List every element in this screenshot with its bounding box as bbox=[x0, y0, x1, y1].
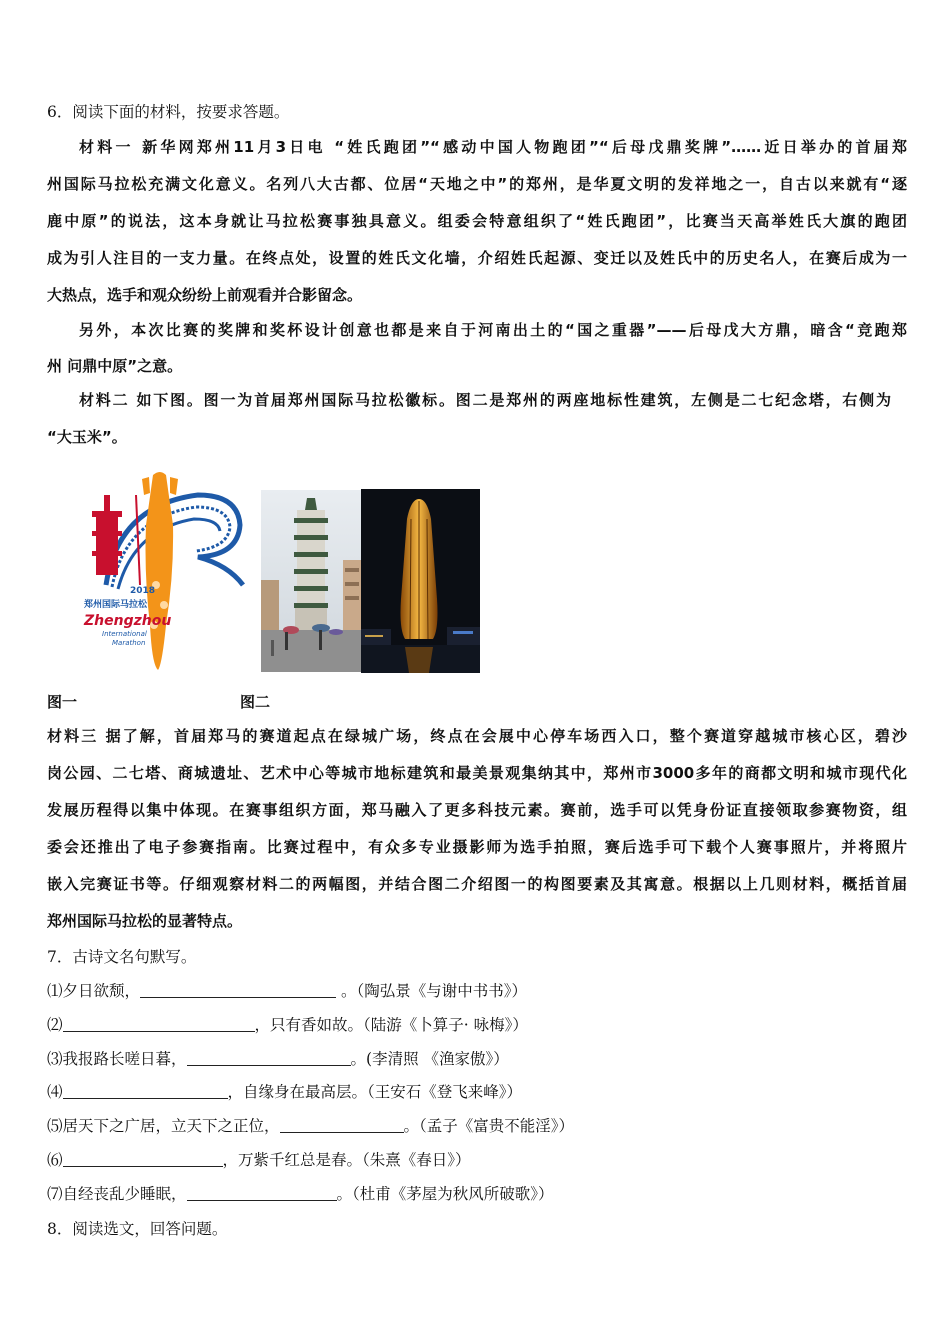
answer-blank[interactable] bbox=[187, 1185, 337, 1201]
answer-blank[interactable] bbox=[280, 1117, 404, 1133]
poem-item bbox=[47, 1015, 907, 1035]
poem-item bbox=[47, 1082, 907, 1102]
material-1b-line: 另外，本次比赛的奖牌和奖杯设计创意也都是来自于河南出土的“国之重器”——后母戊大方鼎，暗含“竞跑郑 bbox=[79, 321, 907, 339]
poem-item-suffix: 。(李清照 《渔家傲》） bbox=[350, 1050, 509, 1068]
material-3-line: 材料三 据了解，首届郑马的赛道起点在绿城广场，终点在会展中心停车场西入口，整个赛道穿越城市核心区，碧沙 bbox=[47, 727, 907, 745]
poem-item-suffix: 。（陶弘景《与谢中书书》） bbox=[336, 982, 527, 1000]
material-3-line: 发展历程得以集中体现。在赛事组织方面，郑马融入了更多科技元素。赛前，选手可以凭身份证直接领取参赛物资，组 bbox=[47, 801, 907, 819]
material-2-line: 材料二 如下图。图一为首届郑州国际马拉松徽标。图二是郑州的两座地标性建筑，左侧是二七纪念塔，右侧为 bbox=[79, 391, 891, 409]
erqi-tower-graphic bbox=[261, 490, 361, 672]
poem-item-suffix: ，自缘身在最高层。（王安石《登飞来峰》） bbox=[227, 1083, 523, 1101]
material-1-line: 大热点，选手和观众纷纷上前观看并合影留念。 bbox=[47, 286, 363, 304]
figure-1-caption: 图一 bbox=[47, 693, 78, 711]
material-3-line: 嵌入完赛证书等。仔细观察材料二的两幅图，并结合图二介绍图一的构图要素及其寓意。根据以上几则材料，概括首届 bbox=[47, 875, 907, 893]
poem-item bbox=[47, 1116, 907, 1136]
marathon-logo-graphic bbox=[78, 465, 248, 675]
poem-item bbox=[47, 1049, 907, 1069]
poem-item-prefix: ⑸居天下之广居，立天下之正位， bbox=[47, 1117, 280, 1135]
poem-item-suffix: ，只有香如故。（陆游《卜算子· 咏梅》） bbox=[254, 1016, 528, 1034]
logo-en-name: Zhengzhou bbox=[84, 613, 172, 629]
poem-item-suffix: ，万紫千红总是春。（朱熹《春日》） bbox=[222, 1151, 471, 1169]
question-6-heading: 6．阅读下面的材料，按要求答题。 bbox=[47, 103, 290, 121]
poem-item bbox=[47, 1184, 907, 1204]
material-1-line: 成为引人注目的一支力量。在终点处，设置的姓氏文化墙，介绍姓氏起源、变迁以及姓氏中的历史名人，在赛后成为一 bbox=[47, 249, 907, 267]
material-1b-line: 州 问鼎中原”之意。 bbox=[47, 357, 183, 375]
poem-item bbox=[47, 981, 907, 1001]
poem-item-suffix: 。（杜甫《茅屋为秋风所破歌》） bbox=[336, 1185, 554, 1203]
poem-item-suffix: 。（孟子《富贵不能淫》） bbox=[403, 1117, 575, 1135]
marathon-logo-figure bbox=[78, 465, 248, 675]
poem-item-prefix: ⑷ bbox=[47, 1083, 63, 1101]
question-8-heading: 8．阅读选文，回答问题。 bbox=[47, 1220, 228, 1238]
material-3-line: 委会还推出了电子参赛指南。比赛过程中，有众多专业摄影师为选手拍照，赛后选手可下载个人赛事照片，并将照片 bbox=[47, 838, 907, 856]
figure-2-caption: 图二 bbox=[240, 693, 271, 711]
big-corn-graphic bbox=[361, 489, 480, 673]
poem-item bbox=[47, 1150, 907, 1170]
poem-item-prefix: ⑹ bbox=[47, 1151, 63, 1169]
material-1-line: 材料一 新华网郑州11月3日电 “姓氏跑团”“感动中国人物跑团”“后母戊鼎奖牌”……近日举办的首届郑 bbox=[79, 138, 907, 156]
answer-blank[interactable] bbox=[140, 982, 336, 998]
logo-cn-name: 郑州国际马拉松 bbox=[84, 600, 148, 610]
poem-item-prefix: ⑶我报路长嗟日暮， bbox=[47, 1050, 187, 1068]
answer-blank[interactable] bbox=[63, 1083, 228, 1099]
logo-en-sub2: Marathon bbox=[112, 639, 146, 647]
material-3-line: 岗公园、二七塔、商城遗址、艺术中心等城市地标建筑和最美景观集纳其中，郑州市3000多年的商都文明和城市现代化 bbox=[47, 764, 907, 782]
logo-en-sub1: International bbox=[102, 630, 147, 638]
poem-item-prefix: ⑺自经丧乱少睡眠， bbox=[47, 1185, 187, 1203]
big-corn-tower-photo bbox=[361, 489, 480, 673]
material-1-line: 鹿中原”的说法，这本身就让马拉松赛事独具意义。组委会特意组织了“姓氏跑团”，比赛当天高举姓氏大旗的跑团 bbox=[47, 212, 907, 230]
answer-blank[interactable] bbox=[63, 1016, 255, 1032]
material-3-line: 郑州国际马拉松的显著特点。 bbox=[47, 912, 243, 930]
answer-blank[interactable] bbox=[63, 1151, 223, 1167]
question-7-heading: 7．古诗文名句默写。 bbox=[47, 948, 197, 966]
poem-item-prefix: ⑴夕日欲颓， bbox=[47, 982, 141, 1000]
poem-item-prefix: ⑵ bbox=[47, 1016, 63, 1034]
logo-year: 2018 bbox=[130, 586, 156, 596]
material-2-line: “大玉米”。 bbox=[47, 428, 127, 446]
answer-blank[interactable] bbox=[187, 1050, 351, 1066]
erqi-tower-photo bbox=[261, 490, 361, 672]
material-1-line: 州国际马拉松充满文化意义。名列八大古都、位居“天地之中”的郑州，是华夏文明的发祥地之一，自古以来就有“逐 bbox=[47, 175, 907, 193]
